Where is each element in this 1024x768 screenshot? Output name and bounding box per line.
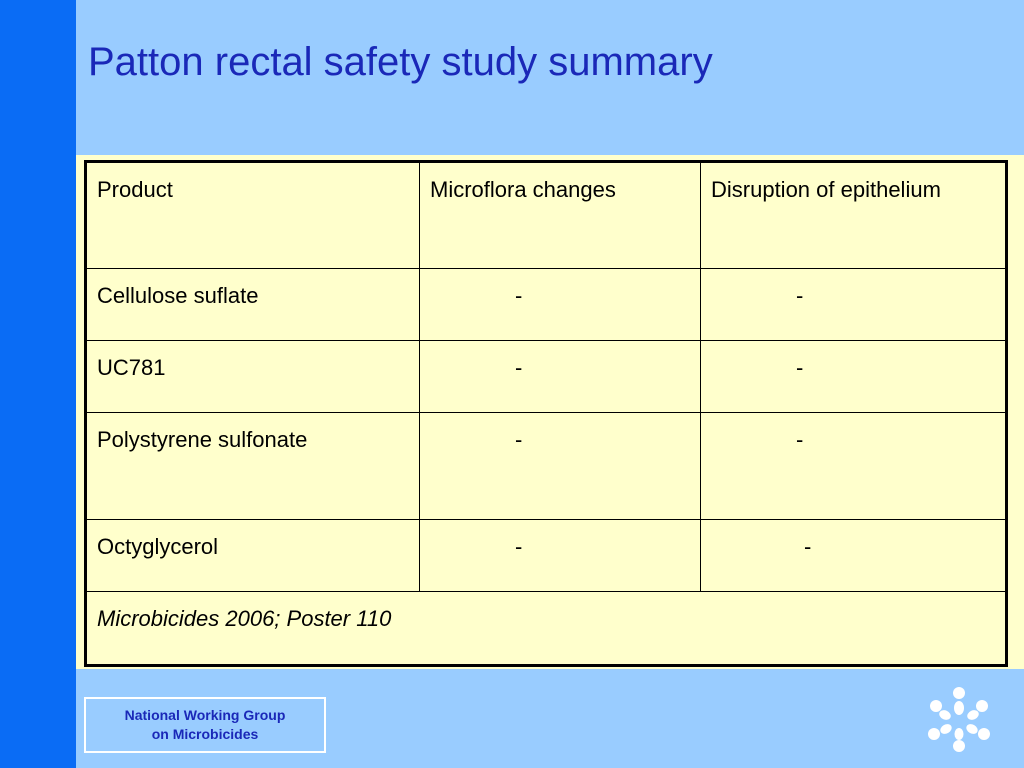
product-cell: Octyglycerol (86, 520, 420, 592)
header-microflora: Microflora changes (420, 162, 701, 269)
table-row (86, 269, 1007, 341)
product-cell: Polystyrene sulfonate (86, 413, 420, 520)
summary-table (84, 160, 1008, 667)
table-row (86, 413, 1007, 520)
microflora-cell: - (420, 520, 701, 592)
table-row (86, 341, 1007, 413)
table-footnote-row (86, 592, 1007, 666)
org-logo-box (84, 697, 326, 753)
disruption-cell: - (701, 520, 1007, 592)
left-accent-bar (0, 0, 76, 768)
microflora-cell: - (420, 269, 701, 341)
people-circle-icon (922, 684, 996, 754)
slide-title: Patton rectal safety study summary (88, 40, 713, 84)
microflora-cell: - (420, 341, 701, 413)
header-product: Product (86, 162, 420, 269)
table-row (86, 520, 1007, 592)
org-name-line2: on Microbicides (151, 726, 259, 742)
disruption-cell: - (701, 269, 1007, 341)
header-disruption: Disruption of epithelium (701, 162, 1007, 269)
disruption-cell: - (701, 341, 1007, 413)
table-header-row (86, 162, 1007, 269)
table-footnote: Microbicides 2006; Poster 110 (86, 592, 1007, 666)
product-cell: Cellulose suflate (86, 269, 420, 341)
product-cell: UC781 (86, 341, 420, 413)
org-name-line1: National Working Group (124, 707, 286, 724)
microflora-cell: - (420, 413, 701, 520)
disruption-cell: - (701, 413, 1007, 520)
